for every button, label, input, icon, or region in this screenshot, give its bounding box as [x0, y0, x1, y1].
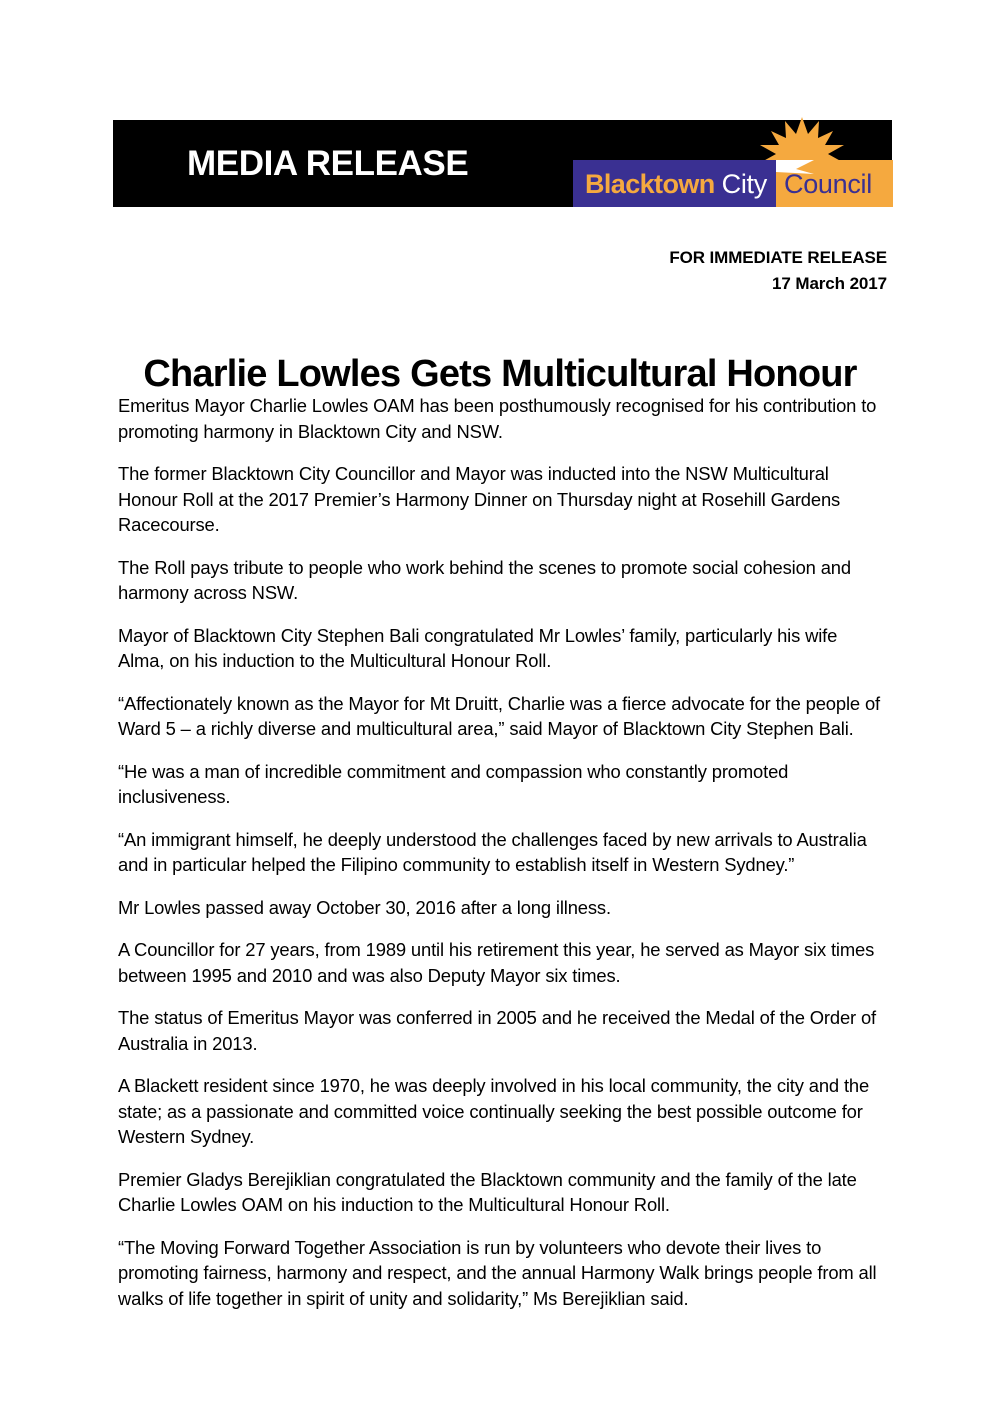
- logo-orange-panel: [776, 160, 893, 207]
- media-release-label: MEDIA RELEASE: [187, 144, 469, 183]
- body-paragraph: The status of Emeritus Mayor was conferred in 2005 and he received the Medal of the Order of Australia in 2013.: [118, 1007, 876, 1054]
- blacktown-city-council-logo: [573, 117, 893, 207]
- body-paragraph: Premier Gladys Berejiklian congratulated the Blacktown community and the family of the late Charlie Lowles OAM on his induction to the Multicultural Honour Roll.: [118, 1168, 857, 1215]
- release-meta: [287, 245, 887, 297]
- body-paragraph: Mayor of Blacktown City Stephen Bali congratulated Mr Lowles’ family, particularly his wife Alma, on his induction to the Multicultural Honour Roll.: [118, 624, 838, 671]
- body-paragraph: Mr Lowles passed away October 30, 2016 after a long illness.: [118, 896, 611, 918]
- release-date: 17 March 2017: [772, 274, 887, 293]
- logo-word-city: City: [721, 168, 767, 199]
- body-paragraph: “Affectionately known as the Mayor for Mt Druitt, Charlie was a fierce advocate for the people of Ward 5 – a richly diverse and multicultural area,” said Mayor of Blacktown City Stephen Bali.: [118, 692, 880, 739]
- body-paragraph: Emeritus Mayor Charlie Lowles OAM has been posthumously recognised for his contribution to promoting harmony in Blacktown City and NSW.: [118, 395, 877, 442]
- body-paragraph: The former Blacktown City Councillor and Mayor was inducted into the NSW Multicultural Honour Roll at the 2017 Premier’s Harmony Dinner on Thursday night at Rosehill Gardens Racecourse.: [118, 463, 841, 535]
- release-status: FOR IMMEDIATE RELEASE: [669, 248, 887, 267]
- body-paragraph: “An immigrant himself, he deeply understood the challenges faced by new arrivals to Australia and in particular helped the Filipino community to establish itself in Western Sydney.”: [118, 828, 867, 875]
- body-paragraph: “He was a man of incredible commitment and compassion who constantly promoted inclusiveness.: [118, 760, 789, 807]
- page-title: Charlie Lowles Gets Multicultural Honour: [143, 353, 857, 396]
- body-paragraph: A Councillor for 27 years, from 1989 until his retirement this year, he served as Mayor six times between 1995 and 2010 and was also Deputy Mayor six times.: [118, 939, 875, 986]
- body-paragraph: A Blackett resident since 1970, he was deeply involved in his local community, the city and the state; as a passionate and committed voice continually seeking the best possible outcome for Western Sydney.: [118, 1075, 870, 1147]
- logo-word-council: Council: [784, 168, 872, 199]
- header-banner: [113, 120, 892, 207]
- logo-blue-panel: [573, 160, 776, 207]
- article-body: [118, 393, 886, 1328]
- logo-word-blacktown: Blacktown: [585, 168, 715, 199]
- body-paragraph: “The Moving Forward Together Association is run by volunteers who devote their lives to promoting fairness, harmony and respect, and the annual Harmony Walk brings people from all walks of life together in spirit of unity and solidarity,” Ms Berejiklian said.: [118, 1236, 877, 1309]
- logo-wordmark-bar: [573, 160, 893, 207]
- body-paragraph: The Roll pays tribute to people who work behind the scenes to promote social cohesion and harmony across NSW.: [118, 556, 851, 603]
